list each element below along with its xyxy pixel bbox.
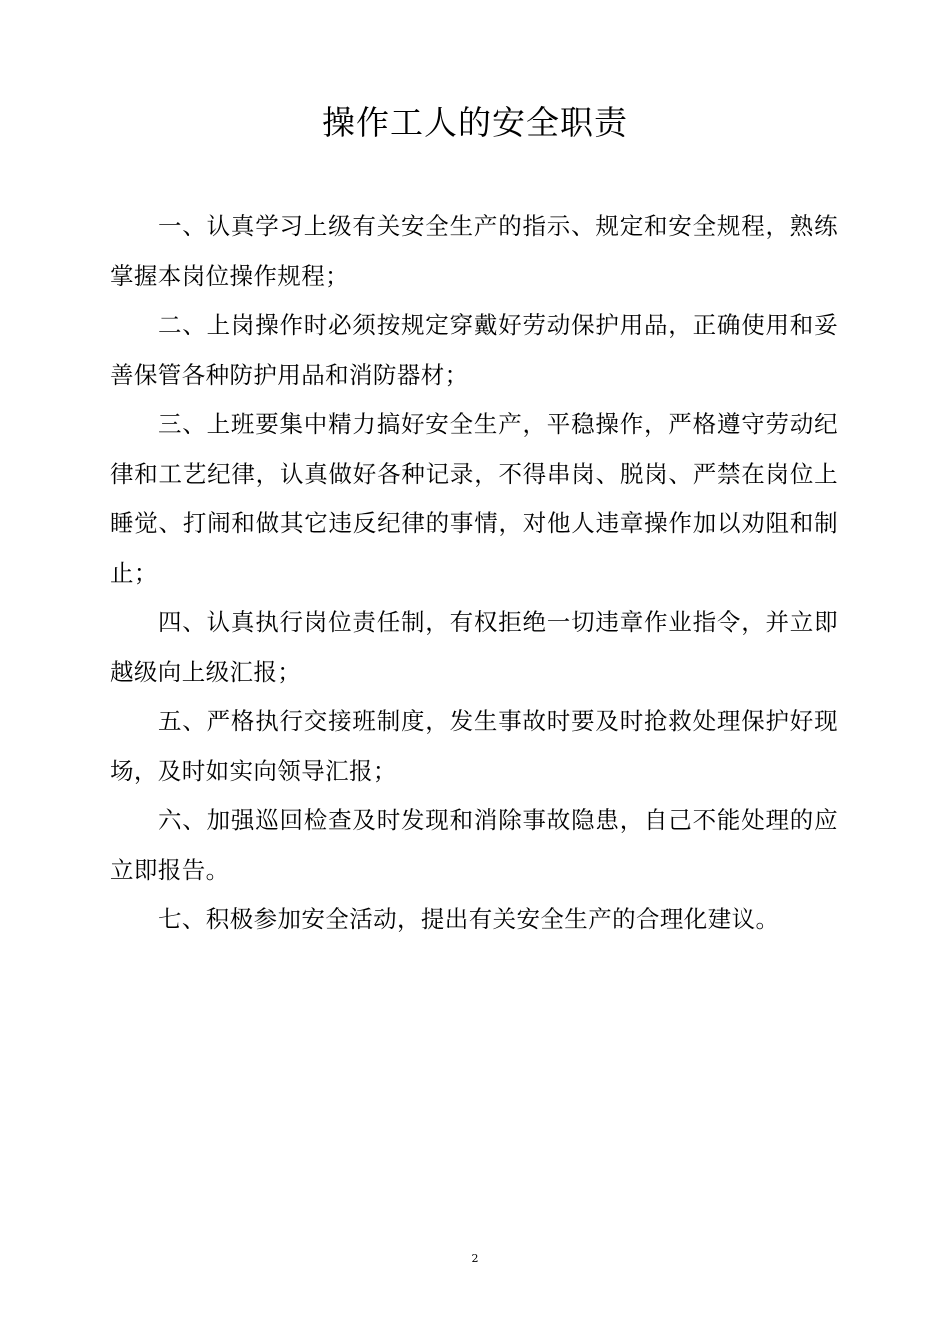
page-title: 操作工人的安全职责 xyxy=(322,103,628,142)
duty-item-7: 七、积极参加安全活动，提出有关安全生产的合理化建议。 xyxy=(158,905,780,933)
duty-item-1: 一、认真学习上级有关安全生产的指示、规定和安全规程，熟练掌握本岗位操作规程； xyxy=(110,212,838,290)
duty-item-6: 六、加强巡回检查及时发现和消除事故隐患，自己不能处理的应立即报告。 xyxy=(110,806,838,884)
page-number: 2 xyxy=(471,1252,479,1265)
duty-item-4: 四、认真执行岗位责任制，有权拒绝一切违章作业指令，并立即越级向上级汇报； xyxy=(110,608,838,686)
duty-item-2: 二、上岗操作时必须按规定穿戴好劳动保护用品，正确使用和妥善保管各种防护用品和消防器材； xyxy=(110,311,838,389)
duty-item-5: 五、严格执行交接班制度，发生事故时要及时抢救处理保护好现场，及时如实向领导汇报； xyxy=(110,707,838,785)
document-body xyxy=(110,202,838,945)
duty-item-3: 三、上班要集中精力搞好安全生产，平稳操作，严格遵守劳动纪律和工艺纪律，认真做好各种记录，不得串岗、脱岗、严禁在岗位上睡觉、打闹和做其它违反纪律的事情，对他人违章操作加以劝阻和制止； xyxy=(110,410,838,587)
